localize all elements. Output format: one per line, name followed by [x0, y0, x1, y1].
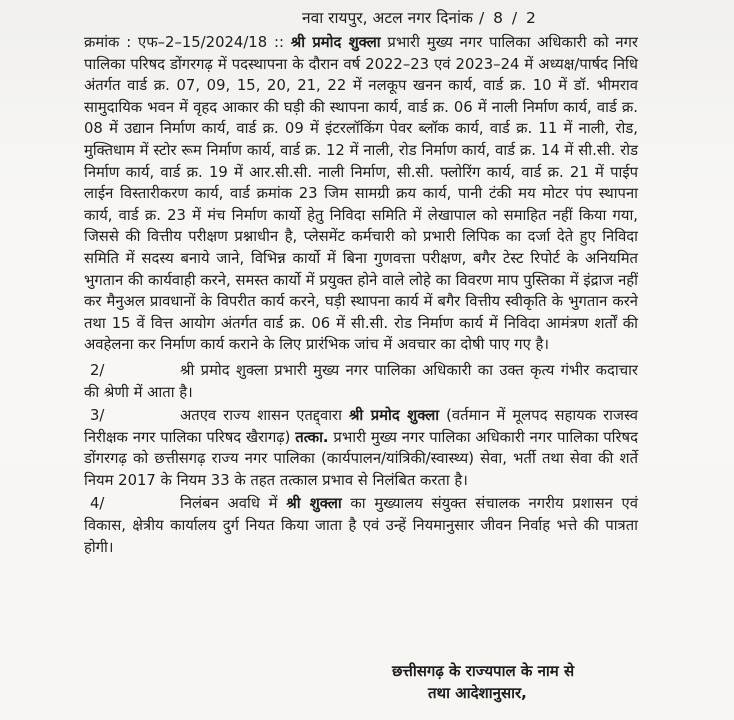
former-designation-marker: तत्का.	[295, 428, 329, 446]
paragraph-3-post: प्रभारी मुख्य नगर पालिका अधिकारी नगर पालिका परिषद डोंगरगढ़ को छत्तीसगढ़ राज्य नगर पालिका (कार्यपालन/यांत्रिकी/स्वास्थ्य) सेवा, भर्ती तथा सेवा की शर्ते नियम 2017 के नियम 33 के तहत तत्काल प्रभाव से निलंबित करता है।	[84, 428, 638, 489]
paragraph-4-post: का मुख्यालय संयुक्त संचालक नगरीय प्रशासन एवं विकास, क्षेत्रीय कार्यालय दुर्ग नियत किया जाता है एवं उन्हें नियमानुसार जीवन निर्वाह भत्ते की पात्रता होगी।	[84, 495, 638, 556]
signature-line-1: छत्तीसगढ़ के राज्यपाल के नाम से	[392, 662, 575, 680]
reference-number: क्रमांक : एफ–2–15/2024/18 ::	[84, 34, 284, 51]
date-value: / 8 / 2	[478, 9, 538, 27]
signature-block	[392, 660, 692, 704]
officer-short-name: श्री शुक्ला	[286, 495, 342, 513]
paragraph-4	[84, 493, 638, 558]
paragraph-3-mid: (वर्तमान में मूलपद सहायक राजस्व निरीक्षक नगर पालिका परिषद खैरागढ़)	[84, 407, 638, 446]
paragraph-4-number: 4/	[90, 495, 105, 513]
signature-line-2: तथा आदेशानुसार,	[428, 684, 527, 702]
paragraph-4-pre: निलंबन अवधि में	[180, 495, 278, 513]
paragraph-3	[84, 405, 638, 491]
paragraph-2	[84, 360, 638, 403]
paragraph-3-number: 3/	[90, 407, 105, 425]
paragraph-2-number: 2/	[90, 361, 105, 379]
officer-name: श्री प्रमोद शुक्ला	[290, 34, 381, 51]
place-date-text: नवा रायपुर, अटल नगर दिनांक	[302, 9, 473, 27]
header-place-date	[302, 6, 722, 28]
order-body	[84, 32, 638, 558]
paragraph-3-pre: अतएव राज्य शासन एतद्द्वारा	[180, 407, 342, 425]
paragraph-1	[84, 32, 638, 356]
paragraph-2-text: श्री प्रमोद शुक्ला प्रभारी मुख्य नगर पालिका अधिकारी का उक्त कृत्य गंभीर कदाचार की श्रेणी में आता है।	[84, 361, 638, 401]
officer-name: श्री प्रमोद शुक्ला	[348, 407, 440, 425]
paragraph-1-text: प्रभारी मुख्य नगर पालिका अधिकारी को नगर पालिका परिषद डोंगरगढ़ में पदस्थापना के दौरान वर्ष 2022–23 एवं 2023–24 में अध्यक्ष/पार्षद निधि अंतर्गत वार्ड क्र. 07, 09, 15, 20, 21, 22 में नलकूप खनन कार्य, वार्ड क्र. 10 में डॉ. भीमराव सामुदायिक भवन में वृहद आकार की घड़ी की स्थापना कार्य, वार्ड क्र. 06 में नाली निर्माण कार्य, वार्ड क्र. 08 में उद्यान निर्माण कार्य, वार्ड क्र. 09 में इंटरलॉकिंग पेवर ब्लॉक कार्य, वार्ड क्र. 11 में नाली, रोड, मुक्तिधाम में स्टोर रूम निर्माण कार्य, वार्ड क्र. 12 में नाली, रोड निर्माण कार्य, वार्ड क्र. 14 में सी.सी. रोड निर्माण कार्य, वार्ड क्र. 19 में आर.सी.सी. नाली निर्माण, सी.सी. फ्लोरिंग कार्य, वार्ड क्र. 21 में पाईप लाईन विस्तारीकरण कार्य, वार्ड क्रमांक 23 जिम सामग्री क्रय कार्य, पानी टंकी मय मोटर पंप स्थापना कार्य, वार्ड क्र. 23 में मंच निर्माण कार्यो हेतु निविदा समिति में लेखापाल को समाहित नहीं किया गया, जिससे की वित्तीय परीक्षण प्रश्नाधीन है, प्लेसमेंट कर्मचारी को प्रभारी लिपिक का दर्जा देते हुए निविदा समिति में सदस्य बनाये जाने, विभिन्न कार्यो में बिना गुणवत्ता परीक्षण, बगैर टेस्ट रिपोर्ट के अनियमित भुगतान की कार्यवाही करने, समस्त कार्यो में प्रयुक्त होने वाले लोहे का विवरण माप पुस्तिका में इंद्राज नहीं कर मैनुअल प्रावधानों के विपरीत कार्य करने, घड़ी स्थापना कार्य में बगैर वित्तीय स्वीकृति के भुगतान करने तथा 15 वें वित्त आयोग अंतर्गत वार्ड क्र. 06 में सी.सी. रोड निर्माण कार्य में निविदा आमंत्रण शर्तों की अवहेलना कर निर्माण कार्य कराने के लिए प्रारंभिक जांच में अवचार का दोषी पाए गए है।	[84, 34, 638, 354]
